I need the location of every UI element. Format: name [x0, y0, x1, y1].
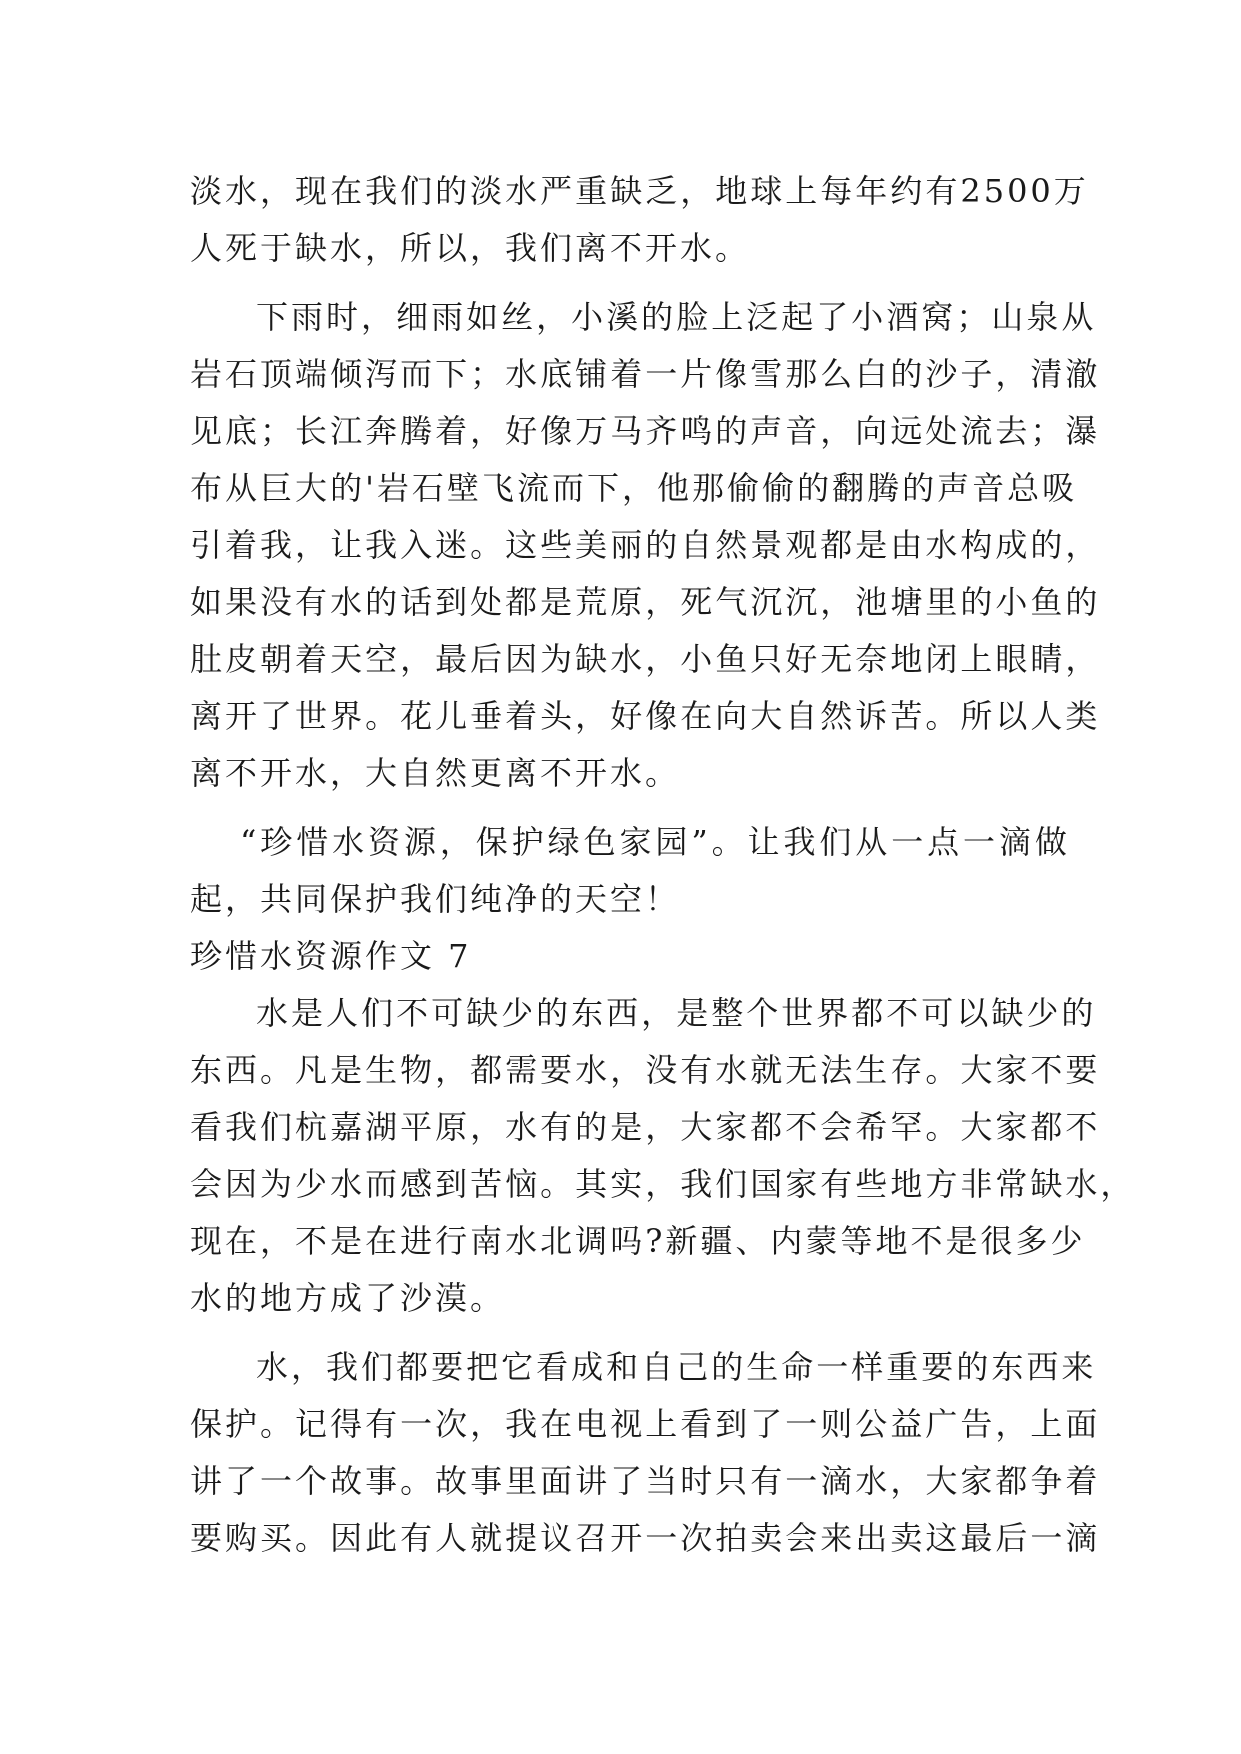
text-line: 讲 了 一 个 故 事 。 故 事 里 面 讲 了 当 时 只 有 一 滴 水 ， 大 家 都 争 着 — [190, 1462, 1101, 1500]
text-line: 岩 石 顶 端 倾 泻 而 下 ； 水 底 铺 着 一 片 像 雪 那 么 白 的 沙 子 ， 清 澈 — [190, 355, 1101, 393]
text-line: 会 因 为 少 水 而 感 到 苦 恼 。 其 实 ， 我 们 国 家 有 些 地 方 非 常 缺 水 ， — [190, 1165, 1136, 1203]
text-line: 布 从 巨 大 的 ' 岩 石 壁 飞 流 而 下 ， 他 那 偷 偷 的 翻 腾 的 声 音 总 吸 — [190, 469, 1078, 507]
text-line: 起，共同保护我们纯净的天空！ — [190, 880, 681, 918]
text-line: 看 我 们 杭 嘉 湖 平 原 ， 水 有 的 是 ， 大 家 都 不 会 希 罕 。 大 家 都 不 — [190, 1108, 1101, 1146]
text-line: 保 护 。 记 得 有 一 次 ， 我 在 电 视 上 看 到 了 一 则 公 益 广 告 ， 上 面 — [190, 1405, 1101, 1443]
document-body — [190, 163, 1136, 1567]
text-line: 如 果 没 有 水 的 话 到 处 都 是 荒 原 ， 死 气 沉 沉 ， 池 塘 里 的 小 鱼 的 — [190, 583, 1101, 621]
text-line: 离不开水，大自然更离不开水。 — [190, 754, 681, 792]
text-line: 下 雨 时 ， 细 雨 如 丝 ， 小 溪 的 脸 上 泛 起 了 小 酒 窝 ； 山 泉 从 — [256, 298, 1097, 336]
text-line: 水 ， 我 们 都 要 把 它 看 成 和 自 己 的 生 命 一 样 重 要 的 东 西 来 — [256, 1348, 1097, 1386]
text-line: 东 西 。 凡 是 生 物 ， 都 需 要 水 ， 没 有 水 就 无 法 生 存 。 大 家 不 要 — [190, 1051, 1101, 1089]
text-line: 人死于缺水，所以，我们离不开水。 — [190, 229, 751, 267]
text-line: 现 在 ， 不 是 在 进 行 南 水 北 调 吗 ? 新 疆 、 内 蒙 等 地 不 是 很 多 少 — [190, 1222, 1086, 1260]
text-line: 肚 皮 朝 着 天 空 ， 最 后 因 为 缺 水 ， 小 鱼 只 好 无 奈 地 闭 上 眼 睛 ， — [190, 640, 1101, 678]
section-heading: 珍惜水资源作文 7 — [190, 937, 472, 975]
text-line: 水的地方成了沙漠。 — [190, 1279, 506, 1317]
text-line: 淡 水 ， 现 在 我 们 的 淡 水 严 重 缺 乏 ， 地 球 上 每 年 约 有 2500 万 — [190, 172, 1089, 210]
text-line: 要 购 买 。 因 此 有 人 就 提 议 召 开 一 次 拍 卖 会 来 出 卖 这 最 后 一 滴 — [190, 1519, 1101, 1557]
text-line: 离 开 了 世 界 。 花 儿 垂 着 头 ， 好 像 在 向 大 自 然 诉 苦 。 所 以 人 类 — [190, 697, 1101, 735]
text-line: 引 着 我 ， 让 我 入 迷 。 这 些 美 丽 的 自 然 景 观 都 是 由 水 构 成 的 ， — [190, 526, 1101, 564]
text-line: 水 是 人 们 不 可 缺 少 的 东 西 ， 是 整 个 世 界 都 不 可 以 缺 少 的 — [256, 994, 1097, 1032]
text-line: “ 珍 惜 水 资 源 ， 保 护 绿 色 家 园 ” 。 让 我 们 从 一 点 一 滴 做 — [240, 823, 1070, 861]
text-line: 见 底 ； 长 江 奔 腾 着 ， 好 像 万 马 齐 鸣 的 声 音 ， 向 远 处 流 去 ； 瀑 — [190, 412, 1101, 450]
